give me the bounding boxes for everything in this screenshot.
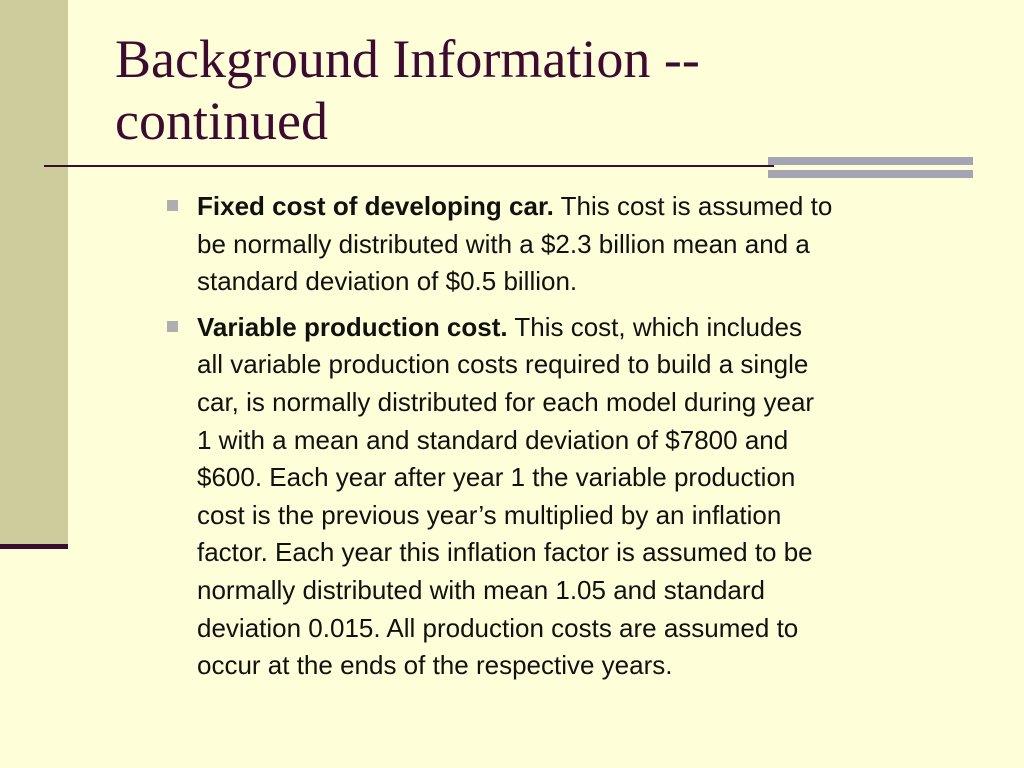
bullet-text <box>197 188 967 301</box>
bullet-line: cost is the previous year’s multiplied by an inflation <box>197 499 782 530</box>
accent-bar-top <box>768 157 973 165</box>
bullet-text <box>197 309 967 685</box>
slide-title <box>115 28 995 152</box>
bullet-line: factor. Each year this inflation factor is assumed to be <box>197 537 813 568</box>
bullet-list <box>167 188 967 693</box>
bullet-line: occur at the ends of the respective years. <box>197 650 673 681</box>
bullet-line: be normally distributed with a $2.3 billion mean and a <box>197 228 810 259</box>
bullet-item-variable-cost <box>167 309 967 685</box>
bullet-square-icon <box>167 321 178 332</box>
bullet-line: all variable production costs required to build a single <box>197 349 809 380</box>
bullet-line: standard deviation of $0.5 billion. <box>197 266 578 297</box>
left-decorative-band <box>0 0 68 544</box>
bullet-line: This cost, which includes <box>507 311 802 342</box>
bullet-line: $600. Each year after year 1 the variable production <box>197 462 796 493</box>
bullet-lead-variable-cost: Variable production cost. <box>197 311 508 342</box>
bullet-item-fixed-cost <box>167 188 967 301</box>
bullet-line: car, is normally distributed for each model during year <box>197 386 815 417</box>
bullet-square-icon <box>167 200 178 211</box>
bullet-line: normally distributed with mean 1.05 and standard <box>197 574 765 605</box>
title-divider-line <box>44 165 774 167</box>
slide-title-line-1: Background Information -- <box>115 29 700 89</box>
bullet-line: 1 with a mean and standard deviation of $7800 and <box>197 424 789 455</box>
bullet-line: deviation 0.015. All production costs are assumed to <box>197 612 799 643</box>
accent-bar-bottom <box>768 170 973 178</box>
left-band-bottom-line <box>0 544 68 549</box>
bullet-lead-fixed-cost: Fixed cost of developing car. <box>197 191 554 221</box>
bullet-line: This cost is assumed to <box>553 191 833 221</box>
slide-title-line-2: continued <box>115 91 328 151</box>
